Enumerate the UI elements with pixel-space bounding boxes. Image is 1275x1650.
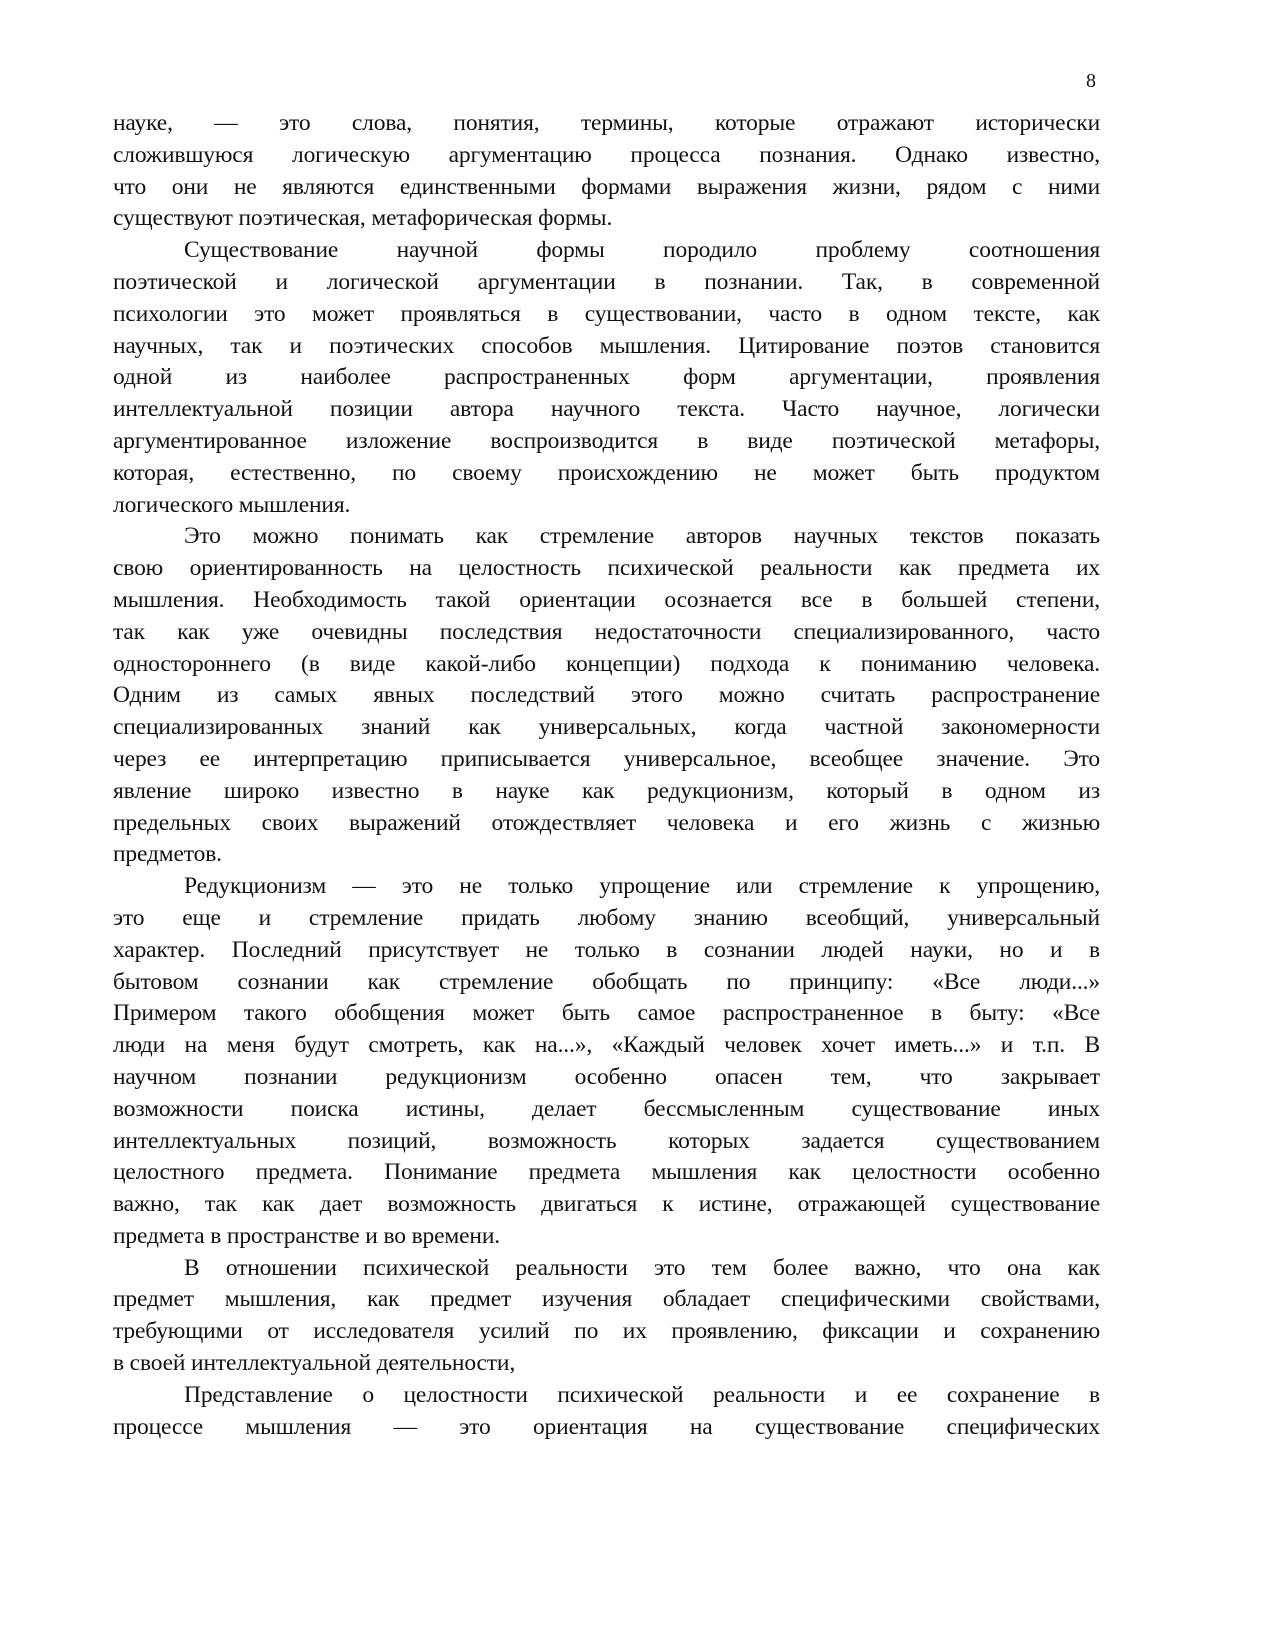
text-line: интеллектуальных позиций, возможность которых задается существованием — [113, 1127, 1100, 1154]
text-line: предметов. — [113, 841, 222, 868]
text-line: которая, естественно, по своему происхождению не может быть продуктом — [113, 459, 1100, 486]
text-line: мышления. Необходимость такой ориентации осознается все в большей степени, — [113, 586, 1100, 613]
text-line: через ее интерпретацию приписывается универсальное, всеобщее значение. Это — [113, 745, 1100, 772]
text-line: Одним из самых явных последствий этого можно считать распространение — [113, 682, 1100, 709]
text-line: предмет мышления, как предмет изучения обладает специфическими свойствами, — [113, 1286, 1100, 1313]
text-line: процессе мышления — это ориентация на существование специфических — [113, 1413, 1100, 1440]
page-number: 8 — [1086, 70, 1096, 92]
text-line: специализированных знаний как универсальных, когда частной закономерности — [113, 714, 1100, 741]
text-line: в своей интеллектуальной деятельности, — [113, 1350, 516, 1377]
paragraph — [113, 108, 1100, 235]
paragraph — [113, 521, 1100, 871]
text-line: аргументированное изложение воспроизводится в виде поэтической метафоры, — [113, 427, 1100, 454]
text-line: логического мышления. — [113, 491, 351, 518]
text-line: явление широко известно в науке как редукционизм, который в одном из — [113, 777, 1100, 804]
paragraph — [113, 1380, 1100, 1444]
text-line: научном познании редукционизм особенно опасен тем, что закрывает — [113, 1063, 1100, 1090]
text-line: требующими от исследователя усилий по их проявлению, фиксации и сохранению — [113, 1318, 1100, 1345]
text-line: целостного предмета. Понимание предмета мышления как целостности особенно — [113, 1159, 1100, 1186]
text-line: предельных своих выражений отождествляет человека и его жизнь с жизнью — [113, 809, 1100, 836]
text-line: бытовом сознании как стремление обобщать по принципу: «Все люди...» — [113, 968, 1100, 995]
paragraph — [113, 871, 1100, 1253]
text-line: так как уже очевидны последствия недостаточности специализированного, часто — [113, 618, 1100, 645]
text-line: важно, так как дает возможность двигаться к истине, отражающей существование — [113, 1191, 1100, 1218]
text-line: люди на меня будут смотреть, как на...», «Каждый человек хочет иметь...» и т.п. В — [113, 1032, 1100, 1059]
text-line: интеллектуальной позиции автора научного текста. Часто научное, логически — [113, 396, 1100, 423]
paragraph — [113, 1253, 1100, 1380]
text-line: Существование научной формы породило проблему соотношения — [184, 237, 1100, 264]
text-line: свою ориентированность на целостность психической реальности как предмета их — [113, 555, 1100, 582]
text-line: существуют поэтическая, метафорическая формы. — [113, 205, 613, 232]
body-text — [113, 108, 1100, 1443]
text-line: психологии это может проявляться в существовании, часто в одном тексте, как — [113, 300, 1100, 327]
text-line: Примером такого обобщения может быть самое распространенное в быту: «Все — [113, 1000, 1100, 1027]
text-line: это еще и стремление придать любому знанию всеобщий, универсальный — [113, 904, 1100, 931]
text-line: Представление о целостности психической реальности и ее сохранение в — [184, 1381, 1100, 1408]
text-line: В отношении психической реальности это тем более важно, что она как — [184, 1254, 1100, 1281]
text-line: научных, так и поэтических способов мышления. Цитирование поэтов становится — [113, 332, 1100, 359]
text-line: одной из наиболее распространенных форм аргументации, проявления — [113, 364, 1100, 391]
text-line: науке, — это слова, понятия, термины, которые отражают исторически — [113, 110, 1100, 136]
text-line: Редукционизм — это не только упрощение или стремление к упрощению, — [184, 873, 1100, 900]
text-line: предмета в пространстве и во времени. — [113, 1222, 500, 1249]
text-line: характер. Последний присутствует не только в сознании людей науки, но и в — [113, 936, 1100, 963]
text-line: возможности поиска истины, делает бессмысленным существование иных — [113, 1095, 1100, 1122]
paragraph — [113, 235, 1100, 521]
text-line: поэтической и логической аргументации в познании. Так, в современной — [113, 268, 1100, 295]
text-line: сложившуюся логическую аргументацию процесса познания. Однако известно, — [113, 141, 1100, 168]
text-line: что они не являются единственными формами выражения жизни, рядом с ними — [113, 173, 1100, 200]
text-line: Это можно понимать как стремление авторов научных текстов показать — [184, 523, 1100, 550]
text-line: одностороннего (в виде какой-либо концепции) подхода к пониманию человека. — [113, 650, 1100, 677]
